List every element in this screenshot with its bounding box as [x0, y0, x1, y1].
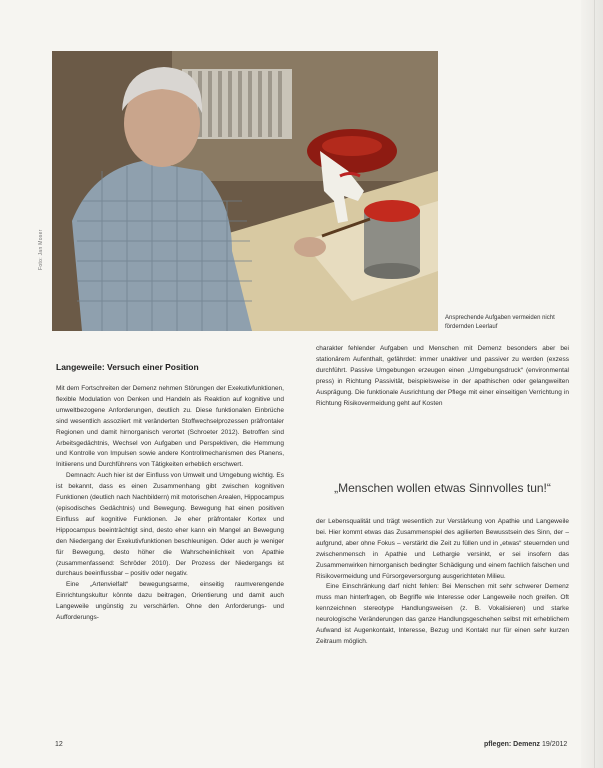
page-number: 12 — [55, 741, 63, 748]
paragraph: Mit dem Fortschreiten der Demenz nehmen Störungen der Exekutivfunktionen, flexible Modulation von Denken und Handeln als Reaktion auf kognitive und umweltbezogene Anforderungen, deutlich zu. Diese funktionalen Einbrüche sind wesentlich assoziiert mit veränderten Stoffwechselprozessen präfrontaler Regionen und damit hirnorganisch verortet (Schroeter 2012). Betroffen sind Arbeitsgedächtnis, Wechsel von Aufgaben und Perspektiven, die Hemmung und Kontrolle von Impulsen sowie andere Kontrollmechanismen des Planens, Initiierens und Durchführens von Tätigkeiten erheblich erschwert. — [56, 385, 284, 469]
article-heading: Langeweile: Versuch einer Position — [56, 362, 199, 372]
footer-magazine — [484, 741, 567, 748]
issue-number: 19/2012 — [541, 741, 568, 748]
paragraph: der Lebensqualität und trägt wesentlich zur Verstärkung von Apathie und Langeweile bei. Hier kommt etwas das Zusammenspiel des agilierten Bewusstsein des Sinn, der – aufgrund, aber ohne Fokus – verstärkt die Zeit zu füllen und in „etwas“ steuernden und zwischenmensch in Apathie und Lethargie versinkt, er sei insofern das Zusammenwirken hirnorganisch bedingter Schädigung und einem fachlich falschen und Risikovermeidung und Fürsorgeversorgung ausgerichteten Milieu. — [316, 518, 569, 580]
paragraph: charakter fehlender Aufgaben und Menschen mit Demenz besonders aber bei stationärem Aufenthalt, gefährdet: immer unaktiver und passiver zu werden (exzess durchführt. Passive Umgebungen erzeugen einen „Umgebungsdruck“ (environmental press) in Richtung Passivität, beispielsweise in der apathischen oder gelangweilten Ausprägung. Die funktionale Ausrichtung der Pflege mit einer einseitigen Verrichtung in Richtung Risikovermeidung geht auf Kosten — [316, 345, 569, 407]
right-column-top — [316, 344, 569, 409]
photo-caption: Ansprechende Aufgaben vermeiden nicht fördernden Leerlauf — [445, 315, 555, 330]
paragraph: Eine „Artenvielfalt“ bewegungsarme, einseitig raumverengende Einrichtungskultur könnte dazu beitragen, Orientierung und damit auch Langeweile ungünstig zu verschärfen. Ohne den Anforderungs- und Aufforderungs- — [56, 581, 284, 622]
right-column-bottom — [316, 517, 569, 648]
paragraph: Demnach: Auch hier ist der Einfluss von Umwelt und Umgebung wichtig. Es ist bekannt, dass es einen Zusammenhang gibt zwischen kognitiven Funktionen (deutlich nach Nachbildern) mit motorischen Arealen, Hippocampus (episodisches Gedächtnis) und Bewegung. Bewegung hat einen positiven Einfluss auf kognitive Funktionen. Je eher präfrontaler Kortex und Hippocampus beeinträchtigt sind, desto eher kann ein Mangel an Bewegung den Niedergang der Exekutivfunktionen beschleunigen. Oder auch je weniger für Bewegung, desto höher die Wahrscheinlichkeit von Apathie (zusammenfassend: Schröder 2010). Der Prozess der Niedergangs ist durchaus beeinflussbar – positiv oder negativ. — [56, 472, 284, 578]
pull-quote: „Menschen wollen etwas Sinnvolles tun!“ — [334, 481, 551, 495]
photo-credit: Foto: Jan Moser — [38, 229, 44, 270]
paragraph: Eine Einschränkung darf nicht fehlen: Bei Menschen mit sehr schwerer Demenz muss man hinterfragen, ob Begriffe wie Interesse oder Langeweile noch greifen. Oft kennzeichnen stereotype Handlungsweisen (z. B. Vokalisieren) und starke neurologische Veränderungen das ganze Handlungsgeschehen selbst mit erheblichem Aufwand ist Augenkontakt, Interesse, Bezug und Kontakt nur für einen sehr kurzen Zeitraum möglich. — [316, 583, 569, 645]
page-edge-line — [594, 0, 595, 768]
article-photo — [52, 51, 438, 331]
magazine-title: pflegen: Demenz — [484, 741, 541, 748]
left-column — [56, 362, 284, 624]
page-edge-shadow — [581, 0, 603, 768]
